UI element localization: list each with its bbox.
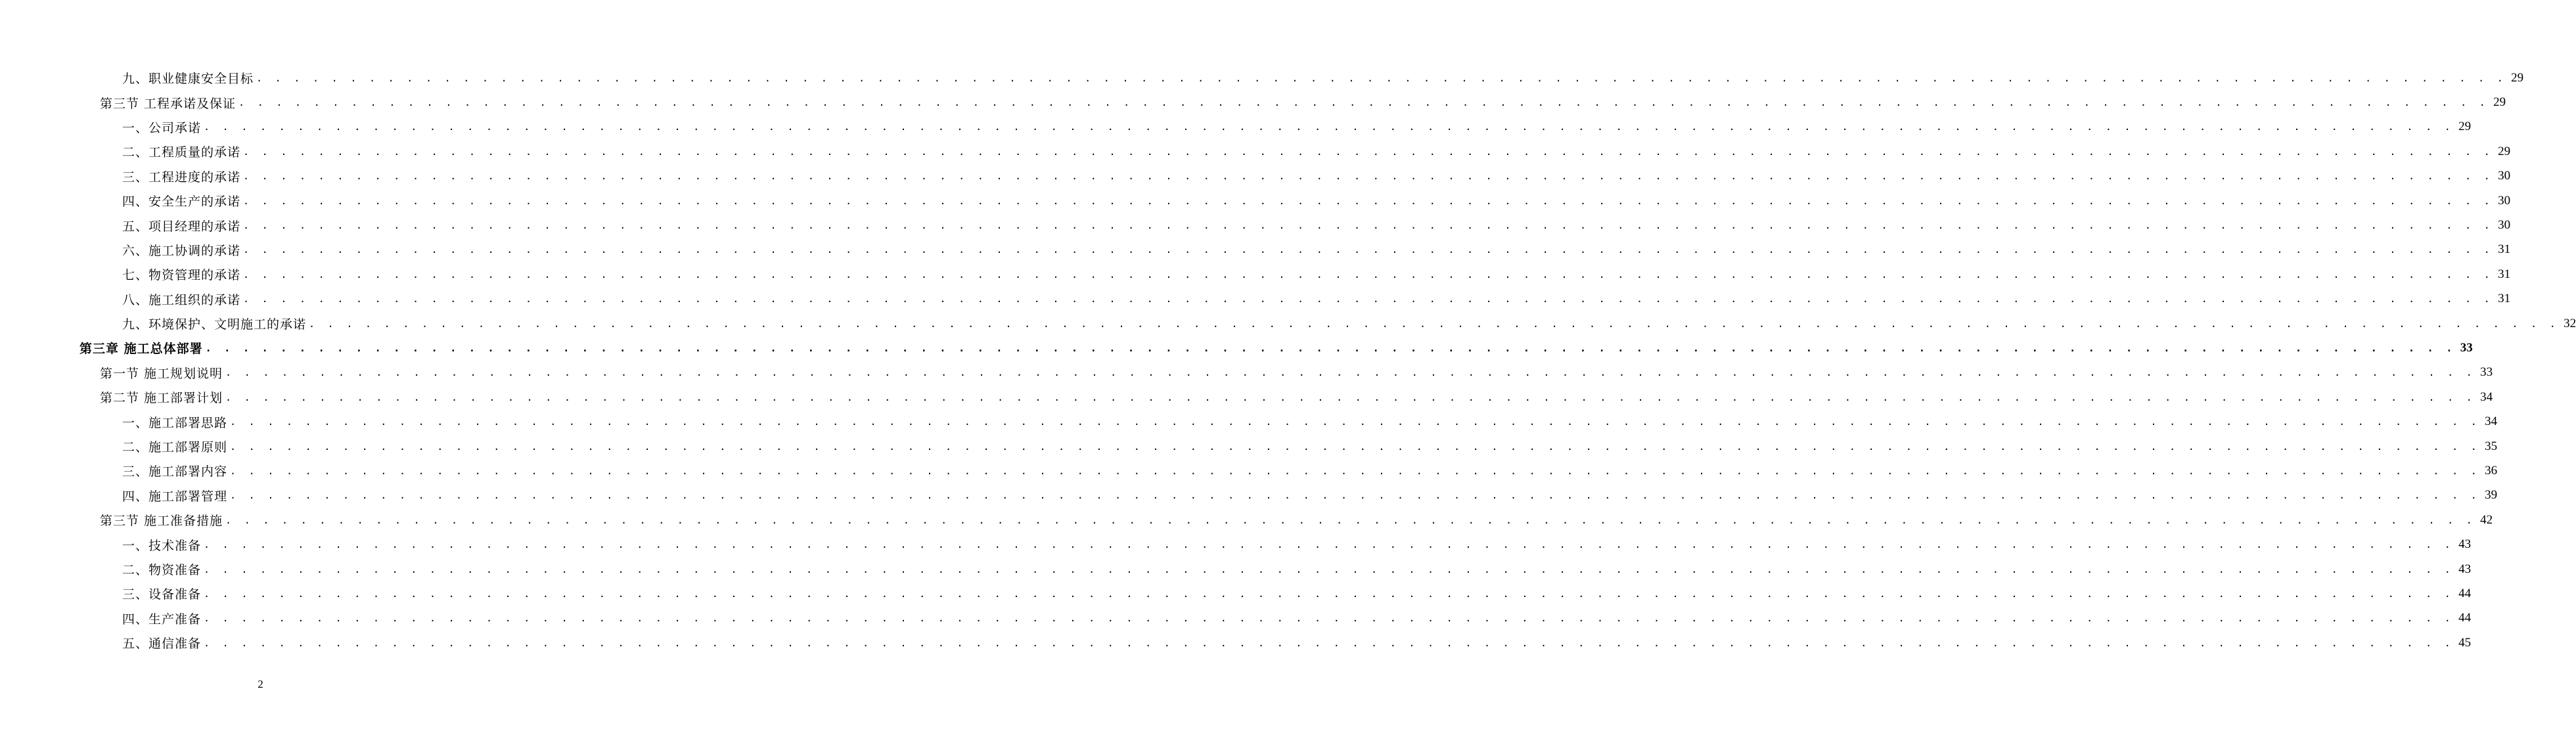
toc-entry-title: 二、工程质量的承诺 [122, 145, 241, 160]
toc-entry-title: 五、项目经理的承诺 [122, 219, 241, 234]
toc-entry[interactable] [0, 164, 2511, 189]
toc-entry-title: 第一节 施工规划说明 [100, 366, 223, 381]
toc-entry[interactable] [0, 287, 2511, 311]
toc-dot-leader: . . . . . . . . . . . . . . . . . . . . . . . . . . . . . . . . . . . . . . . . . . . . . . . . . . . . . . . . . . . . . . . . . . . . . . . . . . . . . . . . . . . . . . . . . . . . . . . . . . . . . . . . . . . . . . . . . . . . . . . . [225, 391, 2476, 403]
toc-entry-title: 五、通信准备 [122, 636, 202, 652]
toc-dot-leader: . . . . . . . . . . . . . . . . . . . . . . . . . . . . . . . . . . . . . . . . . . . . . . . . . . . . . . . . . . . . . . . . . . . . . . . . . . . . . . . . . . . . . . . . . . . . . . . . . . . . . . . . . . . . . . . . . . . . . . . . [243, 170, 2494, 183]
toc-entry-page: 43 [2458, 562, 2472, 576]
toc-entry-title: 三、施工部署内容 [122, 464, 228, 480]
toc-entry-title: 一、公司承诺 [122, 120, 202, 135]
toc-entry[interactable] [0, 361, 2493, 385]
toc-entry[interactable] [0, 238, 2511, 262]
toc-dot-leader: . . . . . . . . . . . . . . . . . . . . . . . . . . . . . . . . . . . . . . . . . . . . . . . . . . . . . . . . . . . . . . . . . . . . . . . . . . . . . . . . . . . . . . . . . . . . . . . . . . . . . . . . . . . . . . . . . . . . . . . . [204, 563, 2454, 575]
toc-dot-leader: . . . . . . . . . . . . . . . . . . . . . . . . . . . . . . . . . . . . . . . . . . . . . . . . . . . . . . . . . . . . . . . . . . . . . . . . . . . . . . . . . . . . . . . . . . . . . . . . . . . . . . . . . . . . . . . . . . . . . . . . [309, 317, 2560, 330]
toc-entry-title: 四、安全生产的承诺 [122, 194, 241, 210]
toc-entry[interactable] [0, 213, 2511, 237]
toc-entry[interactable] [0, 336, 2473, 360]
toc-entry-page: 31 [2498, 242, 2511, 257]
toc-entry[interactable] [0, 483, 2498, 508]
toc-dot-leader: . . . . . . . . . . . . . . . . . . . . . . . . . . . . . . . . . . . . . . . . . . . . . . . . . . . . . . . . . . . . . . . . . . . . . . . . . . . . . . . . . . . . . . . . . . . . . . . . . . . . . . . . . . . . . . . . . . . . . . . . [204, 587, 2454, 600]
toc-entry-title: 二、施工部署原则 [122, 440, 228, 455]
toc-entry-page: 33 [2460, 340, 2473, 355]
toc-dot-leader: . . . . . . . . . . . . . . . . . . . . . . . . . . . . . . . . . . . . . . . . . . . . . . . . . . . . . . . . . . . . . . . . . . . . . . . . . . . . . . . . . . . . . . . . . . . . . . . . . . . . . . . . . . . . . . . . . . . . . . . . [204, 612, 2454, 625]
toc-dot-leader: . . . . . . . . . . . . . . . . . . . . . . . . . . . . . . . . . . . . . . . . . . . . . . . . . . . . . . . . . . . . . . . . . . . . . . . . . . . . . . . . . . . . . . . . . . . . . . . . . . . . . . . . . . . . . . . . . . . . . . . . [230, 440, 2481, 453]
toc-entry-page: 31 [2498, 267, 2511, 281]
toc-entry-title: 六、施工协调的承诺 [122, 243, 241, 258]
toc-entry[interactable] [0, 90, 2506, 114]
toc-entry-page: 29 [2458, 120, 2472, 134]
toc-entry-page: 34 [2485, 414, 2498, 429]
toc-entry-title: 七、物资管理的承诺 [122, 268, 241, 283]
toc-entry-title: 二、物资准备 [122, 563, 202, 577]
toc-dot-leader: . . . . . . . . . . . . . . . . . . . . . . . . . . . . . . . . . . . . . . . . . . . . . . . . . . . . . . . . . . . . . . . . . . . . . . . . . . . . . . . . . . . . . . . . . . . . . . . . . . . . . . . . . . . . . . . . . . . . . . . . [205, 342, 2456, 354]
toc-dot-leader: . . . . . . . . . . . . . . . . . . . . . . . . . . . . . . . . . . . . . . . . . . . . . . . . . . . . . . . . . . . . . . . . . . . . . . . . . . . . . . . . . . . . . . . . . . . . . . . . . . . . . . . . . . . . . . . . . . . . . . . . [243, 268, 2494, 280]
toc-dot-leader: . . . . . . . . . . . . . . . . . . . . . . . . . . . . . . . . . . . . . . . . . . . . . . . . . . . . . . . . . . . . . . . . . . . . . . . . . . . . . . . . . . . . . . . . . . . . . . . . . . . . . . . . . . . . . . . . . . . . . . . . [243, 219, 2494, 232]
toc-entry-title: 九、职业健康安全目标 [122, 72, 254, 87]
toc-entry[interactable] [0, 434, 2498, 458]
toc-dot-leader: . . . . . . . . . . . . . . . . . . . . . . . . . . . . . . . . . . . . . . . . . . . . . . . . . . . . . . . . . . . . . . . . . . . . . . . . . . . . . . . . . . . . . . . . . . . . . . . . . . . . . . . . . . . . . . . . . . . . . . . . [238, 97, 2489, 109]
toc-entry-page: 43 [2458, 537, 2472, 552]
toc-entry-page: 35 [2485, 439, 2498, 453]
toc-entry-title: 第三节 工程承诺及保证 [100, 96, 237, 111]
toc-entry-title: 九、环境保护、文明施工的承诺 [122, 317, 307, 332]
toc-entry-title: 四、生产准备 [122, 612, 202, 627]
toc-entry-page: 29 [2498, 144, 2511, 158]
toc-entry-page: 29 [2511, 70, 2524, 85]
toc-dot-leader: . . . . . . . . . . . . . . . . . . . . . . . . . . . . . . . . . . . . . . . . . . . . . . . . . . . . . . . . . . . . . . . . . . . . . . . . . . . . . . . . . . . . . . . . . . . . . . . . . . . . . . . . . . . . . . . . . . . . . . . . [243, 194, 2494, 207]
toc-entry-title: 一、施工部署思路 [122, 415, 228, 430]
toc-entry[interactable] [0, 311, 2576, 336]
toc-dot-leader: . . . . . . . . . . . . . . . . . . . . . . . . . . . . . . . . . . . . . . . . . . . . . . . . . . . . . . . . . . . . . . . . . . . . . . . . . . . . . . . . . . . . . . . . . . . . . . . . . . . . . . . . . . . . . . . . . . . . . . . . [243, 145, 2494, 158]
toc-entry-title: 第三节 施工准备措施 [100, 514, 223, 529]
toc-entry-page: 30 [2498, 193, 2511, 208]
toc-dot-leader: . . . . . . . . . . . . . . . . . . . . . . . . . . . . . . . . . . . . . . . . . . . . . . . . . . . . . . . . . . . . . . . . . . . . . . . . . . . . . . . . . . . . . . . . . . . . . . . . . . . . . . . . . . . . . . . . . . . . . . . . [230, 489, 2481, 502]
toc-dot-leader: . . . . . . . . . . . . . . . . . . . . . . . . . . . . . . . . . . . . . . . . . . . . . . . . . . . . . . . . . . . . . . . . . . . . . . . . . . . . . . . . . . . . . . . . . . . . . . . . . . . . . . . . . . . . . . . . . . . . . . . . [225, 367, 2476, 379]
toc-entry-page: 30 [2498, 218, 2511, 233]
toc-entry-page: 32 [2564, 316, 2576, 330]
toc-entry-title: 一、技术准备 [122, 538, 202, 553]
toc-dot-leader: . . . . . . . . . . . . . . . . . . . . . . . . . . . . . . . . . . . . . . . . . . . . . . . . . . . . . . . . . . . . . . . . . . . . . . . . . . . . . . . . . . . . . . . . . . . . . . . . . . . . . . . . . . . . . . . . . . . . . . . . [256, 72, 2507, 84]
toc-dot-leader: . . . . . . . . . . . . . . . . . . . . . . . . . . . . . . . . . . . . . . . . . . . . . . . . . . . . . . . . . . . . . . . . . . . . . . . . . . . . . . . . . . . . . . . . . . . . . . . . . . . . . . . . . . . . . . . . . . . . . . . . [225, 514, 2476, 526]
toc-entry-page: 45 [2458, 635, 2472, 650]
table-of-contents [0, 66, 2576, 655]
toc-entry[interactable] [0, 606, 2472, 631]
toc-entry-page: 42 [2480, 512, 2493, 527]
toc-entry[interactable] [0, 458, 2498, 483]
toc-dot-leader: . . . . . . . . . . . . . . . . . . . . . . . . . . . . . . . . . . . . . . . . . . . . . . . . . . . . . . . . . . . . . . . . . . . . . . . . . . . . . . . . . . . . . . . . . . . . . . . . . . . . . . . . . . . . . . . . . . . . . . . . [204, 539, 2454, 551]
toc-entry[interactable] [0, 66, 2524, 90]
toc-entry[interactable] [0, 262, 2511, 286]
toc-entry[interactable] [0, 532, 2472, 556]
toc-entry[interactable] [0, 631, 2472, 655]
toc-entry-page: 29 [2493, 95, 2506, 110]
toc-entry-title: 第二节 施工部署计划 [100, 391, 223, 406]
toc-dot-leader: . . . . . . . . . . . . . . . . . . . . . . . . . . . . . . . . . . . . . . . . . . . . . . . . . . . . . . . . . . . . . . . . . . . . . . . . . . . . . . . . . . . . . . . . . . . . . . . . . . . . . . . . . . . . . . . . . . . . . . . . [243, 244, 2494, 256]
toc-entry-title: 四、施工部署管理 [122, 489, 228, 504]
toc-entry-title: 八、施工组织的承诺 [122, 292, 241, 307]
toc-entry[interactable] [0, 385, 2493, 409]
toc-dot-leader: . . . . . . . . . . . . . . . . . . . . . . . . . . . . . . . . . . . . . . . . . . . . . . . . . . . . . . . . . . . . . . . . . . . . . . . . . . . . . . . . . . . . . . . . . . . . . . . . . . . . . . . . . . . . . . . . . . . . . . . . [230, 416, 2481, 428]
toc-entry[interactable] [0, 508, 2493, 532]
toc-entry[interactable] [0, 581, 2472, 606]
toc-entry[interactable] [0, 557, 2472, 581]
toc-entry-title: 三、设备准备 [122, 587, 202, 602]
toc-dot-leader: . . . . . . . . . . . . . . . . . . . . . . . . . . . . . . . . . . . . . . . . . . . . . . . . . . . . . . . . . . . . . . . . . . . . . . . . . . . . . . . . . . . . . . . . . . . . . . . . . . . . . . . . . . . . . . . . . . . . . . . . [204, 636, 2454, 649]
toc-dot-leader: . . . . . . . . . . . . . . . . . . . . . . . . . . . . . . . . . . . . . . . . . . . . . . . . . . . . . . . . . . . . . . . . . . . . . . . . . . . . . . . . . . . . . . . . . . . . . . . . . . . . . . . . . . . . . . . . . . . . . . . . [204, 121, 2454, 133]
toc-entry-page: 39 [2485, 488, 2498, 502]
toc-entry[interactable] [0, 409, 2498, 434]
toc-entry-page: 44 [2458, 586, 2472, 600]
toc-entry-page: 36 [2485, 463, 2498, 478]
toc-entry-page: 34 [2480, 390, 2493, 404]
toc-entry-page: 31 [2498, 292, 2511, 306]
toc-entry-page: 30 [2498, 169, 2511, 183]
page-number: 2 [258, 678, 263, 690]
toc-entry[interactable] [0, 189, 2511, 213]
toc-dot-leader: . . . . . . . . . . . . . . . . . . . . . . . . . . . . . . . . . . . . . . . . . . . . . . . . . . . . . . . . . . . . . . . . . . . . . . . . . . . . . . . . . . . . . . . . . . . . . . . . . . . . . . . . . . . . . . . . . . . . . . . . [243, 293, 2494, 305]
toc-dot-leader: . . . . . . . . . . . . . . . . . . . . . . . . . . . . . . . . . . . . . . . . . . . . . . . . . . . . . . . . . . . . . . . . . . . . . . . . . . . . . . . . . . . . . . . . . . . . . . . . . . . . . . . . . . . . . . . . . . . . . . . . [230, 464, 2481, 477]
toc-entry[interactable] [0, 139, 2511, 164]
toc-entry-title: 第三章 施工总体部署 [79, 342, 203, 357]
toc-entry-title: 三、工程进度的承诺 [122, 169, 241, 185]
toc-entry-page: 44 [2458, 611, 2472, 625]
toc-entry-page: 33 [2480, 365, 2493, 380]
toc-entry[interactable] [0, 115, 2472, 139]
